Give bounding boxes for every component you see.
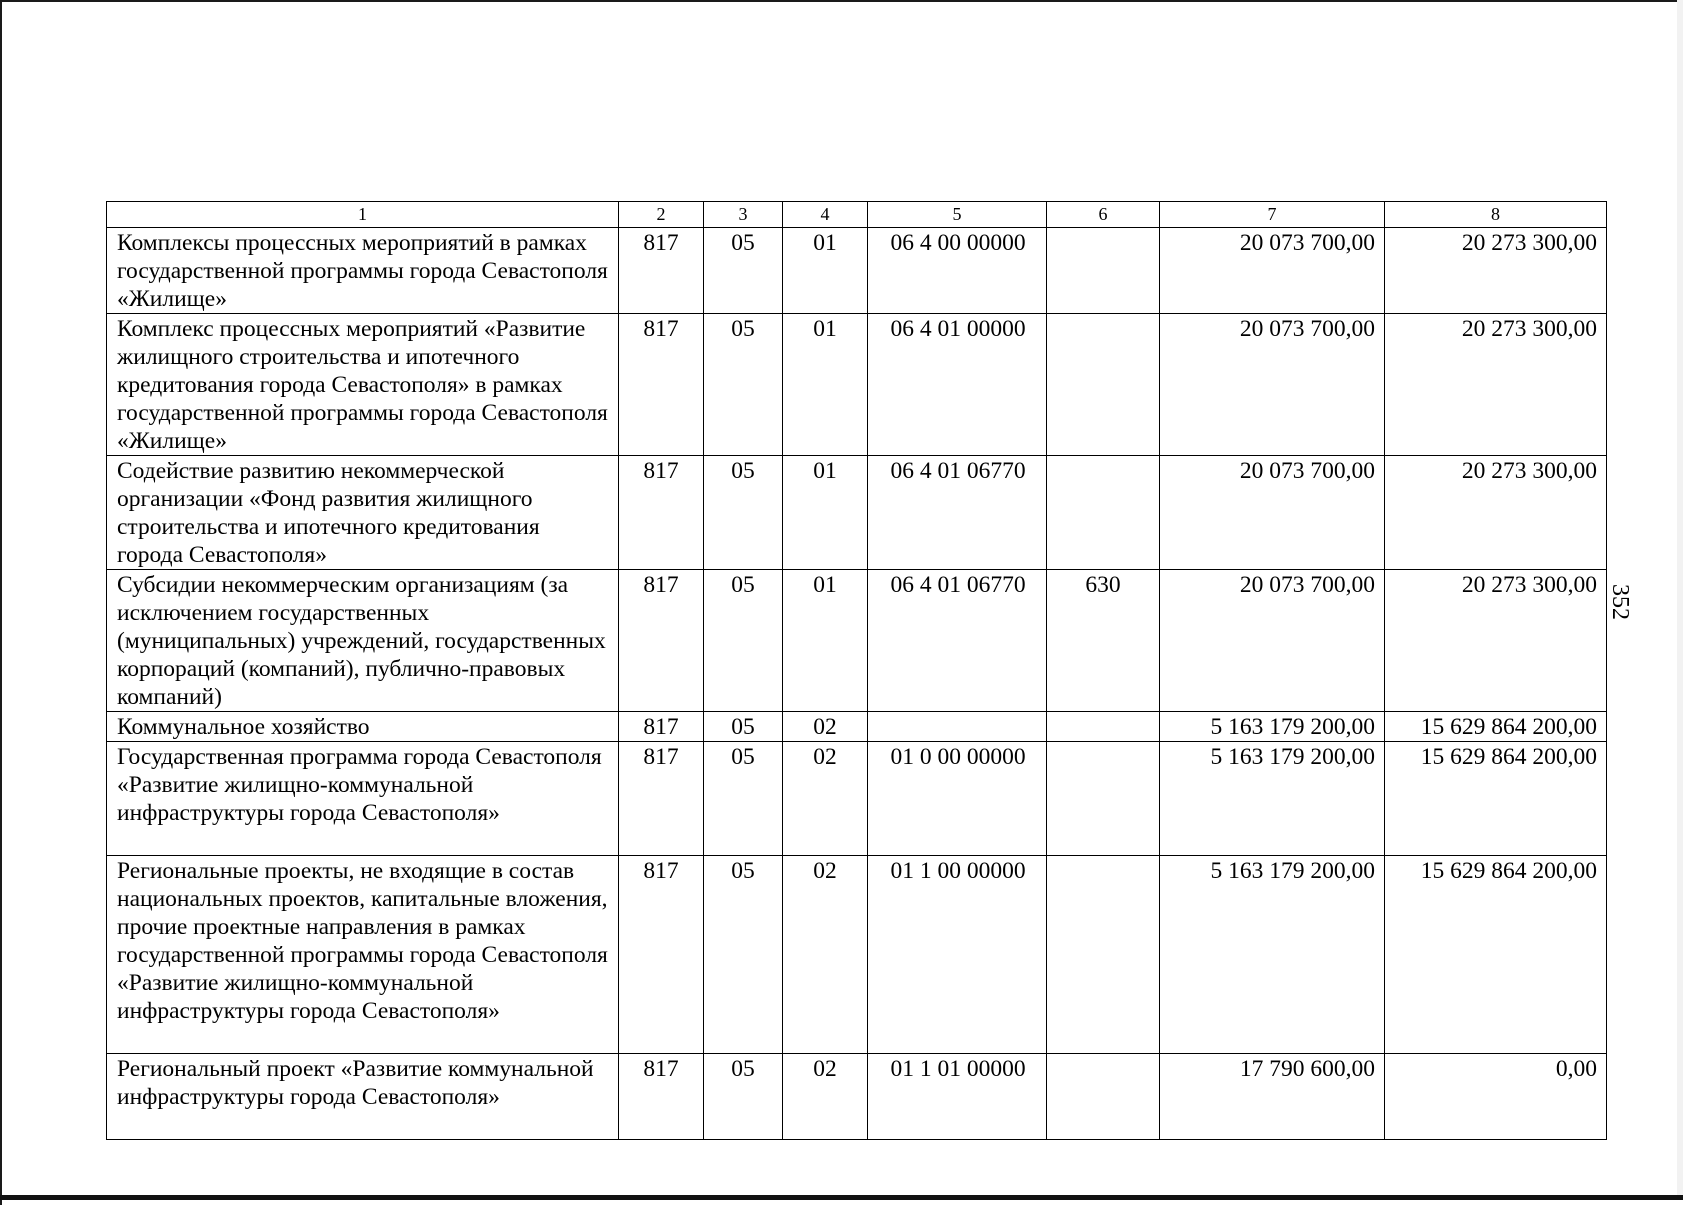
grbs-code: 817 — [619, 742, 704, 856]
scan-edge-top — [0, 0, 1683, 2]
table-row — [107, 570, 1607, 712]
subsection-code: 02 — [783, 742, 868, 856]
item-name: Государственная программа города Севастополя «Развитие жилищно-коммунальной инфраструктуры города Севастополя» — [107, 742, 619, 856]
expense-type-code — [1047, 712, 1160, 742]
subsection-code: 01 — [783, 570, 868, 712]
section-code: 05 — [704, 228, 783, 314]
column-header: 5 — [868, 202, 1047, 228]
expense-type-code — [1047, 1054, 1160, 1140]
subsection-code: 01 — [783, 314, 868, 456]
item-name: Субсидии некоммерческим организациям (за исключением государственных (муниципальных) учреждений, государственных корпораций (компаний), публично-правовых компаний) — [107, 570, 619, 712]
item-name: Комплекс процессных мероприятий «Развитие жилищного строительства и ипотечного кредитования города Севастополя» в рамках государственной программы города Севастополя «Жилище» — [107, 314, 619, 456]
amount-year-2: 0,00 — [1385, 1054, 1607, 1140]
budget-table — [106, 201, 1607, 1140]
amount-year-1: 20 073 700,00 — [1160, 570, 1385, 712]
expense-type-code — [1047, 742, 1160, 856]
grbs-code: 817 — [619, 856, 704, 1054]
amount-year-1: 20 073 700,00 — [1160, 314, 1385, 456]
grbs-code: 817 — [619, 314, 704, 456]
amount-year-2: 15 629 864 200,00 — [1385, 742, 1607, 856]
item-name: Коммунальное хозяйство — [107, 712, 619, 742]
column-number-row — [107, 202, 1607, 228]
amount-year-1: 5 163 179 200,00 — [1160, 712, 1385, 742]
section-code: 05 — [704, 856, 783, 1054]
amount-year-2: 20 273 300,00 — [1385, 228, 1607, 314]
item-name: Региональный проект «Развитие коммунальной инфраструктуры города Севастополя» — [107, 1054, 619, 1140]
grbs-code: 817 — [619, 712, 704, 742]
expense-type-code — [1047, 856, 1160, 1054]
table-row — [107, 456, 1607, 570]
table-row — [107, 712, 1607, 742]
column-header: 6 — [1047, 202, 1160, 228]
amount-year-1: 20 073 700,00 — [1160, 456, 1385, 570]
target-article-code: 06 4 01 06770 — [868, 456, 1047, 570]
table-row — [107, 1054, 1607, 1140]
expense-type-code — [1047, 314, 1160, 456]
subsection-code: 02 — [783, 1054, 868, 1140]
section-code: 05 — [704, 742, 783, 856]
target-article-code: 06 4 00 00000 — [868, 228, 1047, 314]
column-header: 1 — [107, 202, 619, 228]
subsection-code: 02 — [783, 856, 868, 1054]
subsection-code: 02 — [783, 712, 868, 742]
column-header: 7 — [1160, 202, 1385, 228]
page-number: 352 — [1607, 584, 1633, 620]
item-name: Комплексы процессных мероприятий в рамках государственной программы города Севастополя «Жилище» — [107, 228, 619, 314]
item-name: Содействие развитию некоммерческой организации «Фонд развития жилищного строительства и ипотечного кредитования города Севастополя» — [107, 456, 619, 570]
amount-year-2: 15 629 864 200,00 — [1385, 856, 1607, 1054]
table-row — [107, 228, 1607, 314]
column-header: 8 — [1385, 202, 1607, 228]
table-row — [107, 742, 1607, 856]
amount-year-2: 20 273 300,00 — [1385, 314, 1607, 456]
item-name: Региональные проекты, не входящие в состав национальных проектов, капитальные вложения, прочие проектные направления в рамках государственной программы города Севастополя «Развитие жилищно-коммунальной инфраструктуры города Севастополя» — [107, 856, 619, 1054]
target-article-code — [868, 712, 1047, 742]
section-code: 05 — [704, 570, 783, 712]
amount-year-1: 20 073 700,00 — [1160, 228, 1385, 314]
scan-edge-bottom — [0, 1195, 1683, 1200]
section-code: 05 — [704, 456, 783, 570]
amount-year-2: 20 273 300,00 — [1385, 570, 1607, 712]
grbs-code: 817 — [619, 1054, 704, 1140]
scan-edge-right — [1677, 0, 1683, 1200]
expense-type-code — [1047, 456, 1160, 570]
amount-year-1: 17 790 600,00 — [1160, 1054, 1385, 1140]
target-article-code: 01 1 01 00000 — [868, 1054, 1047, 1140]
target-article-code: 01 0 00 00000 — [868, 742, 1047, 856]
scan-edge-left — [0, 0, 2, 1205]
grbs-code: 817 — [619, 570, 704, 712]
amount-year-1: 5 163 179 200,00 — [1160, 742, 1385, 856]
amount-year-1: 5 163 179 200,00 — [1160, 856, 1385, 1054]
table-row — [107, 856, 1607, 1054]
section-code: 05 — [704, 1054, 783, 1140]
amount-year-2: 20 273 300,00 — [1385, 456, 1607, 570]
expense-type-code: 630 — [1047, 570, 1160, 712]
subsection-code: 01 — [783, 456, 868, 570]
target-article-code: 01 1 00 00000 — [868, 856, 1047, 1054]
amount-year-2: 15 629 864 200,00 — [1385, 712, 1607, 742]
target-article-code: 06 4 01 06770 — [868, 570, 1047, 712]
expense-type-code — [1047, 228, 1160, 314]
section-code: 05 — [704, 712, 783, 742]
column-header: 4 — [783, 202, 868, 228]
column-header: 3 — [704, 202, 783, 228]
grbs-code: 817 — [619, 456, 704, 570]
target-article-code: 06 4 01 00000 — [868, 314, 1047, 456]
subsection-code: 01 — [783, 228, 868, 314]
column-header: 2 — [619, 202, 704, 228]
grbs-code: 817 — [619, 228, 704, 314]
section-code: 05 — [704, 314, 783, 456]
table-row — [107, 314, 1607, 456]
